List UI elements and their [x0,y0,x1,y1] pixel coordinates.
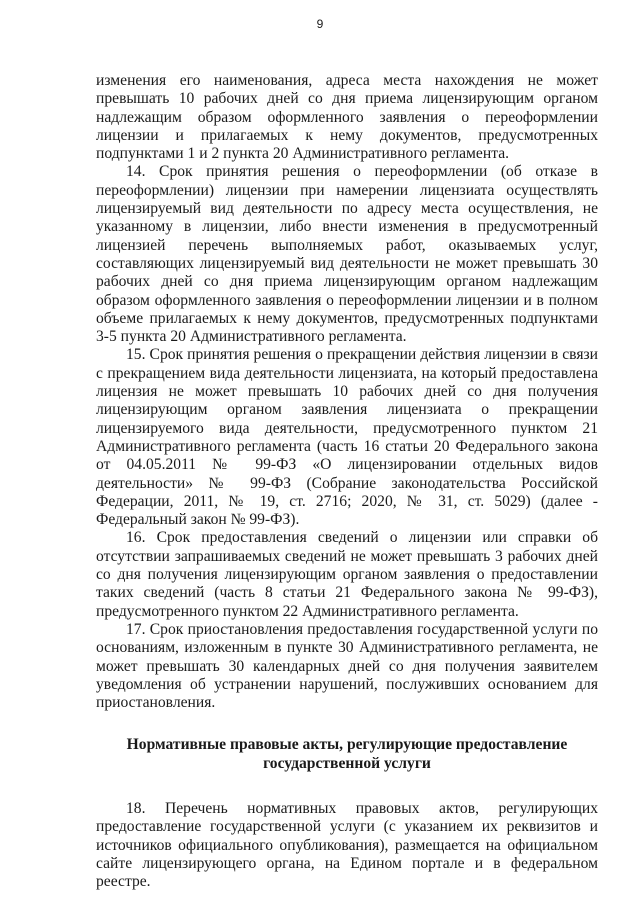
paragraph-item-16: 16. Срок предоставления сведений о лицензии или справки об отсутствии запрашиваемых сведений не может превышать 3 рабочих дней со дня получения лицензирующим органом заявления о предоставлении таких сведений (часть 8 статьи 21 Федерального закона № 99-ФЗ), предусмотренного пунктом 22 Административного регламента. [96,529,598,620]
paragraph-item-15: 15. Срок принятия решения о прекращении действия лицензии в связи с прекращением вида деятельности лицензиата, на который предоставлена лицензия не может превышать 10 рабочих дней со дня получения лицензирующим органом заявления лицензиата о прекращении лицензируемого вида деятельности, предусмотренного пунктом 21 Административного регламента (часть 16 статьи 20 Федерального закона от 04.05.2011 № 99-ФЗ «О лицензировании отдельных видов деятельности» № 99-ФЗ (Собрание законодательства Российской Федерации, 2011, № 19, ст. 2716; 2020, № 31, ст. 5029) (далее - Федеральный закон № 99-ФЗ). [96,346,598,529]
section-heading [96,736,598,773]
section-heading-line-1: Нормативные правовые акты, регулирующие предоставление [126,736,568,754]
paragraph-item-14: 14. Срок принятия решения о переоформлении (об отказе в переоформлении) лицензии при намерении лицензиата осуществлять лицензируемый вид деятельности по адресу места осуществления, не указанному в лицензии, либо внести изменения в предусмотренный лицензией перечень выполняемых работ, оказываемых услуг, составляющих лицензируемый вид деятельности не может превышать 30 рабочих дней со дня приема лицензирующим органом надлежащим образом оформленного заявления о переоформлении лицензии и в полном объеме прилагаемых к нему документов, предусмотренных подпунктами 3-5 пункта 20 Административного регламента. [96,163,598,346]
paragraph-item-17: 17. Срок приостановления предоставления государственной услуги по основаниям, изложенным в пункте 30 Административного регламента, не может превышать 30 календарных дней со дня получения заявителем уведомления об устранении нарушений, послуживших основанием для приостановления. [96,620,598,712]
document-body [96,72,598,891]
paragraph-item-18: 18. Перечень нормативных правовых актов, регулирующих предоставление государственной услуги (с указанием их реквизитов и источников официального опубликования), размещается на официальном сайте лицензирующего органа, на Едином портале и в федеральном реестре. [96,799,598,891]
page-number: 9 [316,17,324,31]
section-heading-line-2: государственной услуги [263,754,431,772]
paragraph-continuation: изменения его наименования, адреса места нахождения не может превышать 10 рабочих дней со дня приема лицензирующим органом надлежащим образом оформленного заявления о переоформлении лицензии и прилагаемых к нему документов, предусмотренных подпунктами 1 и 2 пункта 20 Административного регламента. [96,72,598,163]
